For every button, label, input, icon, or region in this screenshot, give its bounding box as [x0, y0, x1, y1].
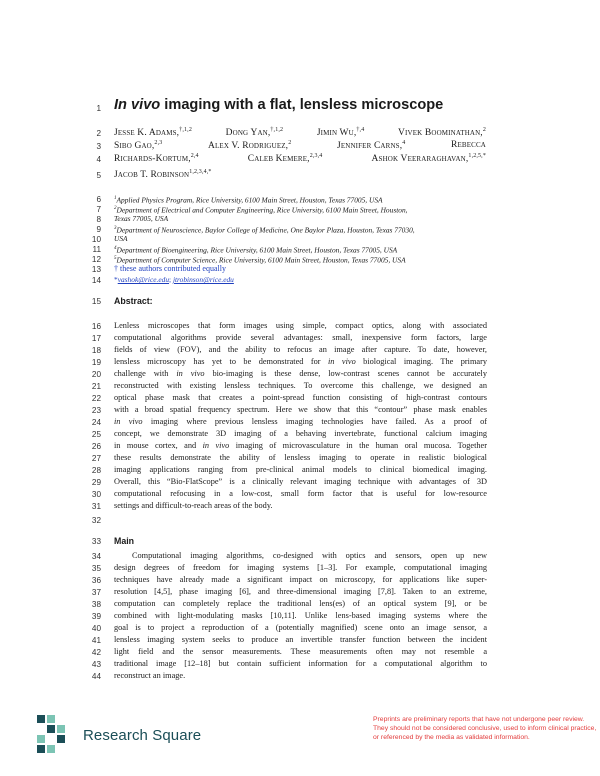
main-line: techniques have already made a significant impact on microscopy, for applications like super- — [114, 575, 487, 584]
author: Rebecca — [450, 140, 486, 150]
line-number: 27 — [91, 454, 101, 463]
abstract-line: settings and difficult-to-reach areas of the body. — [114, 501, 273, 510]
line-number: 34 — [91, 552, 101, 561]
line-number: 41 — [91, 636, 101, 645]
main-line: Computational imaging algorithms, co-designed with optics and sensors, open up new — [132, 551, 487, 560]
line-number: 23 — [91, 406, 101, 415]
corresponding-emails: *vashok@rice.edu; jtrobinson@rice.edu — [114, 275, 234, 284]
author: Caleb Kemere,$^{2,3,4}$ — [247, 153, 323, 165]
abstract-line: these results demonstrate the ability of lensless imaging to operate in realistic biological — [114, 453, 487, 462]
main-line: computation can completely replace the traditional lens(es) of an optical system [9], or be — [114, 599, 487, 608]
line-number: 5 — [96, 171, 101, 180]
line-number: 8 — [96, 215, 101, 224]
line-number: 16 — [91, 322, 101, 331]
line-number: 9 — [96, 225, 101, 234]
abstract-heading: Abstract: — [114, 296, 153, 306]
line-number: 35 — [91, 564, 101, 573]
abstract-line: in mouse cortex, and in vivo imaging of microvasculature in the human oral mucosa. Together — [114, 441, 487, 450]
main-line: combined with light-modulating masks [10,11]. Unlike lens-based imaging systems where the — [114, 611, 487, 620]
line-number: 30 — [91, 490, 101, 499]
author-line — [114, 140, 486, 151]
line-number: 3 — [96, 142, 101, 151]
affiliation: $^5$Department of Computer Science, Rice University, 6100 Main Street, Houston, Texas 77005, USA — [114, 255, 406, 265]
line-number: 13 — [91, 265, 101, 274]
author: Jimin Wu,$^{\dagger,4}$ — [316, 127, 365, 139]
email-link[interactable]: jtrobinson@rice.edu — [172, 275, 234, 284]
line-number: 14 — [91, 276, 101, 285]
abstract-line: optical phase mask that creates a point-spread function consisting of high-contrast contours — [114, 393, 487, 402]
line-number: 24 — [91, 418, 101, 427]
main-line: goal is to project a reproduction of a (potentially magnified) scene onto an image sensor, a — [114, 623, 487, 632]
affiliation: $^4$Department of Bioengineering, Rice University, 6100 Main Street, Houston, Texas 77005, USA — [114, 245, 398, 255]
line-number: 37 — [91, 588, 101, 597]
abstract-line: lensless microscopy has yet to be demonstrated for in vivo biological imaging. The primary — [114, 357, 487, 366]
author: Dong Yan,$^{\dagger,1,2}$ — [225, 127, 284, 139]
main-line: traditional image [12–18] but contain sufficient information for a computational algorithm to — [114, 659, 487, 668]
affiliation: $^1$Applied Physics Program, Rice University, 6100 Main Street, Houston, Texas 77005, USA — [114, 195, 383, 205]
author: Sibo Gao,$^{2,3}$ — [114, 140, 163, 152]
line-number: 1 — [96, 104, 101, 113]
line-number: 2 — [96, 129, 101, 138]
research-square-logo-icon — [35, 713, 75, 757]
line-number: 28 — [91, 466, 101, 475]
line-number: 6 — [96, 195, 101, 204]
main-line: design degrees of freedom for imaging systems [1–3]. For example, computational imaging — [114, 563, 487, 572]
line-number: 19 — [91, 358, 101, 367]
line-number: 39 — [91, 612, 101, 621]
preprint-disclaimer: Preprints are preliminary reports that have not undergone peer review. They should not be considered conclusive, used to inform clinical practice, or referenced by the media as validated information. — [373, 716, 597, 741]
line-number: 42 — [91, 648, 101, 657]
affiliation: USA — [114, 234, 128, 243]
line-number: 29 — [91, 478, 101, 487]
main-line: resolution [4,5], phase imaging [6], and three-dimensional imaging [7,8]. Taken to an extreme, — [114, 587, 487, 596]
line-number: 32 — [91, 516, 101, 525]
line-number: 15 — [91, 297, 101, 306]
author: Jesse K. Adams,$^{\dagger,1,2}$ — [114, 127, 192, 139]
line-number: 31 — [91, 502, 101, 511]
main-line: lensless imaging system seeks to produce an invertible transfer function between the incident — [114, 635, 487, 644]
line-number: 40 — [91, 624, 101, 633]
line-number: 20 — [91, 370, 101, 379]
author-line — [114, 127, 486, 138]
line-number: 18 — [91, 346, 101, 355]
abstract-line: concept, we demonstrate 3D imaging of a behaving invertebrate, functional calcium imaging — [114, 429, 487, 438]
line-number: 12 — [91, 255, 101, 264]
abstract-line: computational algorithms provide several advantages: small, inexpensive form factors, large — [114, 333, 487, 342]
affiliation: $^3$Department of Neuroscience, Baylor College of Medicine, One Baylor Plaza, Houston, Texas 77030, — [114, 225, 415, 235]
abstract-line: with a broad spatial frequency spectrum. Here we show that this “contour” phase mask enables — [114, 405, 487, 414]
line-number: 33 — [91, 537, 101, 546]
abstract-line: computational refocusing in a low-cost, small form factor that is useful for low-resource — [114, 489, 487, 498]
author: Jennifer Carns,$^4$ — [336, 140, 406, 152]
equal-contribution-note: † these authors contributed equally — [114, 264, 226, 273]
line-number: 21 — [91, 382, 101, 391]
author: Vivek Boominathan,$^2$ — [398, 127, 486, 139]
line-number: 44 — [91, 672, 101, 681]
line-number: 4 — [96, 155, 101, 164]
abstract-line: Lenless microscopes that form images using simple, compact optics, along with associated — [114, 321, 487, 330]
author-line — [114, 169, 486, 180]
abstract-line: in vivo imaging where previous lensless imaging technologies have failed. As a proof of — [114, 417, 487, 426]
abstract-line: reconstructed with existing lensless techniques. To overcome this challenge, we designed an — [114, 381, 487, 390]
abstract-line: challenge with in vivo bio-imaging is these dense, low-contrast scenes cannot be accurately — [114, 369, 487, 378]
line-number: 11 — [92, 245, 101, 254]
affiliation: $^2$Department of Electrical and Computer Engineering, Rice University, 6100 Main Street, Houston, — [114, 205, 408, 215]
author: Richards-Kortum,$^{2,4}$ — [114, 153, 199, 165]
title-rest: imaging with a flat, lensless microscope — [160, 97, 444, 113]
research-square-logo[interactable] — [35, 713, 201, 757]
line-number: 7 — [96, 205, 101, 214]
line-number: 38 — [91, 600, 101, 609]
abstract-line: Overall, this “Bio-FlatScope” is a clinically relevant imaging technique with advantages of 3D — [114, 477, 487, 486]
title-italic: In vivo — [114, 97, 161, 113]
email-link[interactable]: vashok@rice.edu — [117, 275, 170, 284]
logo-text: Research Square — [83, 726, 202, 744]
author-line — [114, 153, 486, 164]
affiliation: Texas 77005, USA — [114, 214, 169, 223]
line-number: 25 — [91, 430, 101, 439]
main-line: light field and the sensor measurements. These measurements often may not resemble a — [114, 647, 487, 656]
line-number: 43 — [91, 660, 101, 669]
line-number: 36 — [91, 576, 101, 585]
abstract-line: imaging applications ranging from pre-clinical animal models to clinical biomedical imaging. — [114, 465, 487, 474]
paper-title — [114, 97, 594, 113]
author: Jacob T. Robinson$^{1,2,3,4,*}$ — [114, 169, 212, 181]
line-number: 10 — [91, 235, 101, 244]
line-number: 17 — [91, 334, 101, 343]
line-number: 26 — [91, 442, 101, 451]
author: Ashok Veeraraghavan,$^{1,2,5,*}$ — [371, 153, 486, 165]
author: Alex V. Rodriguez,$^2$ — [207, 140, 292, 152]
line-number: 22 — [91, 394, 101, 403]
main-line: reconstruct an image. — [114, 671, 186, 680]
abstract-line: fields of view (FOV), and the ability to refocus an image after capture. To date, however, — [114, 345, 487, 354]
main-heading: Main — [114, 536, 135, 546]
